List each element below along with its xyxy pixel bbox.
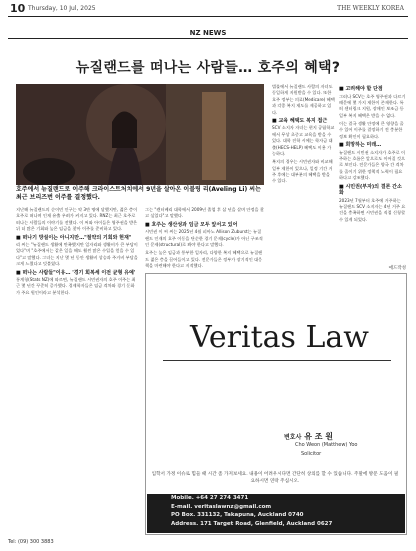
article-column-2 (145, 207, 265, 271)
subheading: ■ 희망하는 미래… (339, 142, 382, 149)
paragraph: 이는 결국 생활 안정에 큰 영향을 줄 수 있어 이주를 결정하기 전 충분한 정보 확인이 필요하다. (339, 121, 404, 139)
article-column-1 (16, 207, 138, 527)
paragraph: 시민권 이 씨 씨는 2025년 4월 피아노 Allison Zuburst는 뉴질랜드 인재의 호주 이동을 단순한 경기 문제(cycle)가 아닌 구조적인 문제(structural)로 봐야 한다고 말했다. (145, 229, 263, 247)
paragraph: SCV 소지자 자녀는 현지 공립학교에서 무상 초중고 교육을 받을 수 있다. 대학 진학 시에는 학자금 대출(HECS-HELP) 혜택도 이용 가능하다. (272, 125, 335, 156)
subheading: ■ 떠나는 사람들"이유… '경기 회복세 이전 균형 유예' (16, 269, 136, 276)
subheading: ■ 교육 혜택도 복지 접근 (272, 117, 328, 124)
paragraph: 그러나 SCV는 호주 영주권과 다르기 때문에 몇 가지 제한이 존재한다. 특히 센터링크 지원, 장애인 보조금 등 일부 복지 혜택은 받을 수 없다. (339, 93, 406, 118)
solicitor-name (284, 431, 333, 442)
article-headline: 뉴질랜드를 떠나는 사람들… 호주의 혜택? (75, 60, 341, 76)
section-title: NZ NEWS (189, 29, 227, 37)
page-number: 10 (10, 2, 26, 15)
footer-phone: Tel: (09) 300 3883 (8, 539, 54, 545)
paragraph: 호주는 높은 임금과 풍부한 일자리, 다양한 복지 혜택으로 뉴질랜드 젊은 층을 끌어들이고 있다. 전문가들은 정부가 장기적인 대응책을 마련해야 한다고 지적했다. (145, 250, 263, 269)
paragraph: 통계청(Stats NZ)에 따르면, 뉴질랜드 시민권자의 호주 이주는 최근 몇 년간 꾸준히 증가했다. 경제학자들은 임금 격차와 경기 둔화가 주요 원인이라고 분석한다. (16, 277, 136, 295)
mobile-number[interactable]: Mobile. +64 27 274 3471 (171, 495, 249, 501)
publication-name: THE WEEKLY KOREA (337, 5, 404, 12)
ad-description: 입학서 가정 이슈로 힘들 때 시간 좀 가져보세요. 내용이 어려우시다면 간단히 상의를 할 수 있습니다. 주말에 방문 도움이 필요하시면 연락 주십시오. (151, 472, 399, 485)
paragraph: 지난해 뉴질랜드의 순이민 인구는 약 3만 명에 달했지만, 젊은 층이 호주로 떠나며 인재 유출 우려가 커지고 있다. RNZ는 최근 호주로 떠나는 사람들의 이야기를 전했다. 이 씨와 아이들은 영주권을 받은 뒤 더 많은 기회와 높은 임금을 찾아 이주를 준비하고 있다. (16, 207, 138, 232)
header-rule (8, 16, 408, 17)
paragraph: 그는 "캔터베리 대학에서 2009년 졸업 후 삼 년을 살며 안정을 찾고 싶었다"고 말했다. (145, 207, 264, 219)
paragraph: 2023년 7월부터 호주에 거주하는 뉴질랜드 SCV 소지자는 4년 거주 요건을 충족하면 시민권을 직접 신청할 수 있게 되었다. (339, 197, 406, 222)
email-address[interactable]: E-mail. veritaslawnz@gmail.com (171, 503, 272, 510)
article-photo (16, 84, 264, 185)
subheading: ■ 떠나기 망설이는 아니지만…"절약의 기회와 현재" (16, 234, 132, 241)
section-rule (8, 38, 408, 39)
photo-caption: 호주에서 뉴질랜드로 이주해 크라이스트처치에서 9년을 살아온 이블링 리(Aveling Li) 씨는 최근 브리즈번 이주를 결정했다. (16, 186, 261, 202)
article-column-3 (272, 84, 335, 269)
solicitor-english-name: Cho Weon (Matthew) Yoo (295, 442, 358, 448)
paragraph: 법률에서 뉴질랜드 사람의 자녀도 동일하게 지원받을 수 있다. 또한 호주 정부는 의료(Medicare) 혜택과 각종 복지 제도를 제공하고 있다. (272, 84, 335, 115)
paragraph: 뉴질랜드 시민권 소지자가 호주로 이주하는 흐름은 앞으로도 이어질 것으로 보인다. 전문가들은 양국 간 격차를 줄이기 위한 정책적 노력이 필요하다고 강조했다. (339, 149, 406, 181)
subheading: ■ 호주는 생산성과 임금 모두 앞서고 있어 (145, 221, 238, 228)
issue-date: Thursday, 10 Jul, 2025 (28, 5, 96, 12)
logo-rule (163, 360, 391, 361)
subheading: ■ 시민권(부자)의 결론 간소화 (339, 183, 402, 196)
contact-box (147, 494, 405, 533)
solicitor-label: 변호사 (284, 434, 302, 441)
paragraph: 복지의 경우는 시민권자와 비교해 일부 제한이 있으나, 일정 기간 거주 후에는 대부분의 혜택을 받을 수 있다. (272, 159, 333, 184)
veritas-law-logo: Veritas Law (190, 320, 369, 355)
solicitor-role: Solicitor (301, 451, 322, 457)
article-column-4 (339, 84, 406, 262)
solicitor-korean-name: 유 조 원 (304, 432, 333, 441)
street-address: Address. 171 Target Road, Glenfield, Auckland 0627 (171, 520, 333, 527)
po-box: PO Box. 331132, Takapuna, Auckland 0740 (171, 512, 304, 519)
paragraph: 리 씨는 "뉴질랜드 생활에 만족했지만 일자리와 생활비가 큰 부담이었다"며 "호주에서는 같은 일을 해도 훨씬 많은 수입을 얻을 수 있다"고 말했다. 그녀는 지난 몇 년 동안 생활비 상승과 주거비 부담을 크게 느꼈다고 덧붙였다. (16, 242, 138, 267)
ad-note: 애드작성 (388, 266, 406, 271)
subheading: ■ 고려해야 할 단점 (339, 86, 383, 92)
